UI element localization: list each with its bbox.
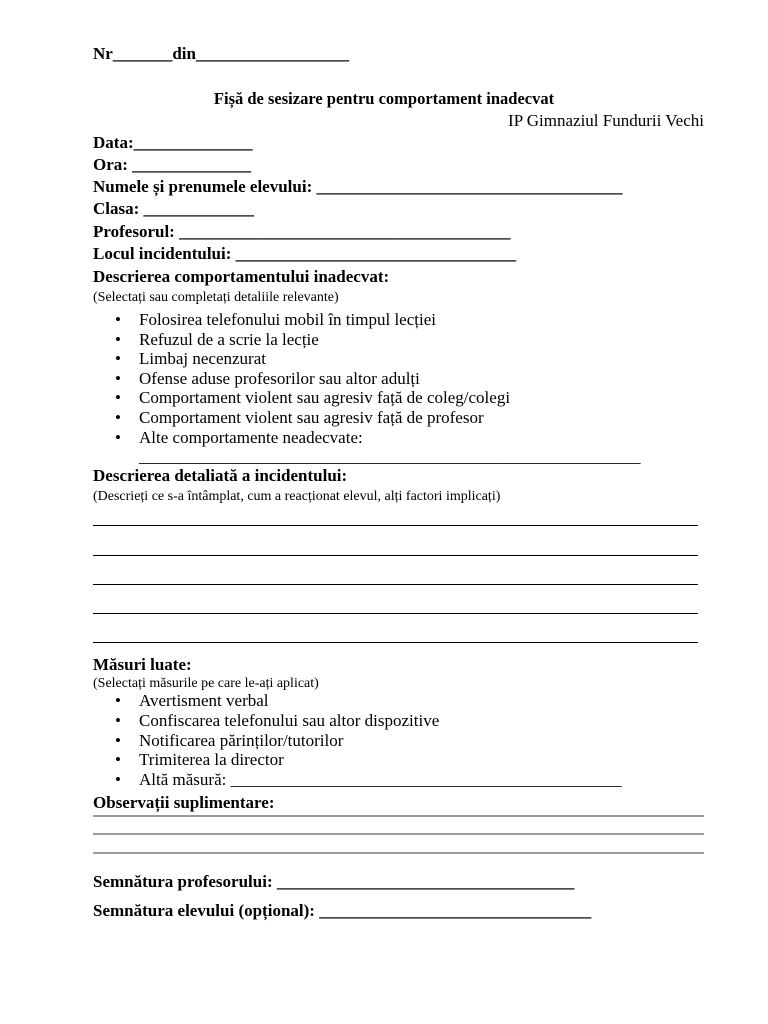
bullet-icon: • — [115, 770, 121, 789]
bullet-icon: • — [115, 330, 121, 349]
list-item: Comportament violent sau agresiv față de profesor — [139, 408, 484, 427]
measures-note: (Selectați măsurile pe care le-ați aplicat) — [93, 676, 319, 691]
incident-line — [93, 584, 698, 585]
list-item: Comportament violent sau agresiv față de coleg/colegi — [139, 388, 511, 407]
incident-line — [93, 525, 698, 526]
field-data: Data:______________ — [93, 133, 253, 152]
incident-line — [93, 613, 698, 614]
field-profesorul: Profesorul: _______________________________________ — [93, 222, 511, 241]
observations-line — [93, 815, 704, 817]
incident-note: (Descrieți ce s-a întâmplat, cum a reacționat elevul, alți factori implicați) — [93, 489, 501, 504]
field-locul: Locul incidentului: _________________________________ — [93, 244, 517, 263]
student-signature: Semnătura elevului (opțional): ________________________________ — [93, 901, 592, 920]
school-name: IP Gimnaziul Fundurii Vechi — [508, 111, 704, 130]
bullet-icon: • — [115, 388, 121, 407]
observations-line — [93, 833, 704, 835]
bullet-icon: • — [115, 349, 121, 368]
other-behavior-line: ___________________________________________________________ — [139, 447, 641, 466]
bullet-icon: • — [115, 731, 121, 750]
field-nume: Numele și prenumele elevului: ____________________________________ — [93, 177, 623, 196]
observations-line — [93, 852, 704, 854]
list-item: Ofense aduse profesorilor sau altor adulți — [139, 369, 420, 388]
field-clasa: Clasa: _____________ — [93, 199, 255, 218]
list-item: Confiscarea telefonului sau altor dispozitive — [139, 711, 440, 730]
bullet-icon: • — [115, 691, 121, 710]
page-title: Fișă de sesizare pentru comportament inadecvat — [213, 89, 555, 108]
bullet-icon: • — [115, 711, 121, 730]
list-item: Notificarea părinților/tutorilor — [139, 731, 344, 750]
incident-heading: Descrierea detaliată a incidentului: — [93, 466, 348, 485]
incident-line — [93, 555, 698, 556]
nr-line: Nr_______din__________________ — [93, 44, 349, 63]
list-item: Refuzul de a scrie la lecție — [139, 330, 319, 349]
incident-line — [93, 642, 698, 643]
bullet-icon: • — [115, 428, 121, 447]
list-item: Folosirea telefonului mobil în timpul lecției — [139, 310, 436, 329]
list-item: Avertisment verbal — [139, 691, 269, 710]
list-item: Altă măsură: ______________________________________________ — [139, 770, 622, 789]
behavior-heading: Descrierea comportamentului inadecvat: — [93, 267, 390, 286]
teacher-signature: Semnătura profesorului: ___________________________________ — [93, 872, 575, 891]
behavior-note: (Selectați sau completați detaliile relevante) — [93, 290, 339, 305]
bullet-icon: • — [115, 310, 121, 329]
measures-heading: Măsuri luate: — [93, 655, 192, 674]
bullet-icon: • — [115, 750, 121, 769]
field-ora: Ora: ______________ — [93, 155, 252, 174]
list-item: Limbaj necenzurat — [139, 349, 266, 368]
list-item: Alte comportamente neadecvate: — [139, 428, 363, 447]
observations-heading: Observații suplimentare: — [93, 793, 275, 812]
list-item: Trimiterea la director — [139, 750, 284, 769]
bullet-icon: • — [115, 369, 121, 388]
bullet-icon: • — [115, 408, 121, 427]
